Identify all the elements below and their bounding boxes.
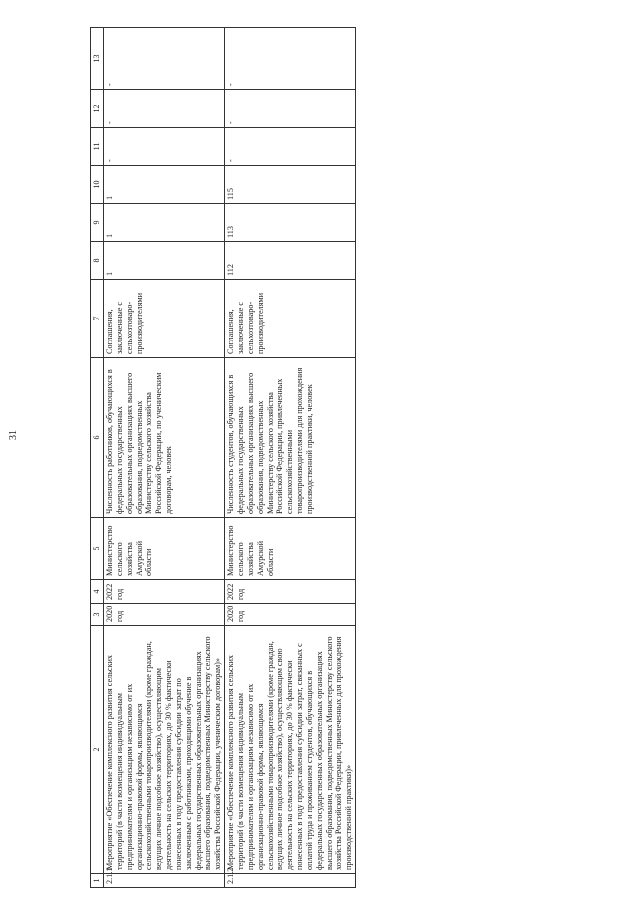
row-id: 2.1.1 — [104, 874, 225, 888]
basis: Соглашения, заключенные с сельхозтоваро-производителями — [104, 280, 225, 358]
value-cell: 112 — [225, 242, 356, 280]
measure-description: Мероприятие «Обеспечение комплексного развития сельских территорий (в части возмещения индивидуальным предпринимателям и организациям независимо от их организационно-правовой формы, являющимся сельскохозяйственными товаропроизводителями (кроме граждан, ведущих личное подсобное хозяйство), осуществляющим деятельность на сельских территориях, до 30 % фактически понесенных в году предоставления субсидии затрат по заключенным с работниками, проходящими обучение в федеральных государственных образовательных организациях высшего образования, подведомственных Министерству сельского хозяйства Российской Федерации, ученическим договорам)» — [104, 626, 225, 874]
row-id: 2.1.2 — [225, 874, 356, 888]
rotated-table — [90, 28, 354, 888]
value-cell: 115 — [225, 166, 356, 204]
measure-description: Мероприятие «Обеспечение комплексного развития сельских территорий (в части возмещения индивидуальным предпринимателям и организациям независимо от их организационно-правовой формы, являющимся сельскохозяйственными товаропроизводителями (кроме граждан, ведущих личное подсобное хозяйство), осуществляющим свою деятельность на сельских территориях, до 30 % фактически понесенных в году предоставления субсидии затрат, связанных с оплатой труда и проживанием студентов, обучающихся в федеральных государственных образовательных организациях высшего образования, подведомственных Министерству сельского хозяйства Российской Федерации, привлеченных для прохождения производственной практики)» — [225, 626, 356, 874]
col-header: 10 — [91, 166, 104, 204]
col-header: 4 — [91, 580, 104, 604]
value-cell: 1 — [104, 242, 225, 280]
value-cell: - — [104, 128, 225, 166]
header-row — [91, 28, 104, 888]
col-header: 1 — [91, 874, 104, 888]
table-row — [104, 28, 225, 888]
executor: Министерство сельского хозяйства Амурской области — [225, 518, 356, 580]
col-header: 6 — [91, 358, 104, 518]
value-cell: - — [104, 90, 225, 128]
executor: Министерство сельского хозяйства Амурской области — [104, 518, 225, 580]
value-cell: 1 — [104, 204, 225, 242]
start-year: 2020 год — [225, 604, 356, 626]
basis: Соглашения, заключенные с сельхозтоваро-производителями — [225, 280, 356, 358]
col-header: 7 — [91, 280, 104, 358]
value-cell: - — [225, 128, 356, 166]
col-header: 5 — [91, 518, 104, 580]
col-header: 2 — [91, 626, 104, 874]
col-header: 9 — [91, 204, 104, 242]
measures-table — [90, 27, 356, 888]
start-year: 2020 год — [104, 604, 225, 626]
value-cell: 1 — [104, 166, 225, 204]
col-header: 3 — [91, 604, 104, 626]
value-cell: - — [225, 28, 356, 90]
col-header: 8 — [91, 242, 104, 280]
col-header: 12 — [91, 90, 104, 128]
indicator: Численность студентов, обучающихся в федеральных государственных образовательных организациях высшего образования, подведомственных Министерству сельского хозяйства Российской Федерации, привлеченных сельскохозяйственными товаропроизводителями для прохождения производственной практики, человек — [225, 358, 356, 518]
indicator: Численность работников, обучающихся в федеральных государственных образовательных организациях высшего образования, подведомственных Министерству сельского хозяйства Российской Федерации, по ученическим договорам, человек — [104, 358, 225, 518]
col-header: 13 — [91, 28, 104, 90]
value-cell: 113 — [225, 204, 356, 242]
end-year: 2022 год — [225, 580, 356, 604]
page-number: 31 — [8, 430, 19, 440]
value-cell: - — [225, 90, 356, 128]
col-header: 11 — [91, 128, 104, 166]
table-row — [225, 28, 356, 888]
value-cell: - — [104, 28, 225, 90]
end-year: 2022 год — [104, 580, 225, 604]
